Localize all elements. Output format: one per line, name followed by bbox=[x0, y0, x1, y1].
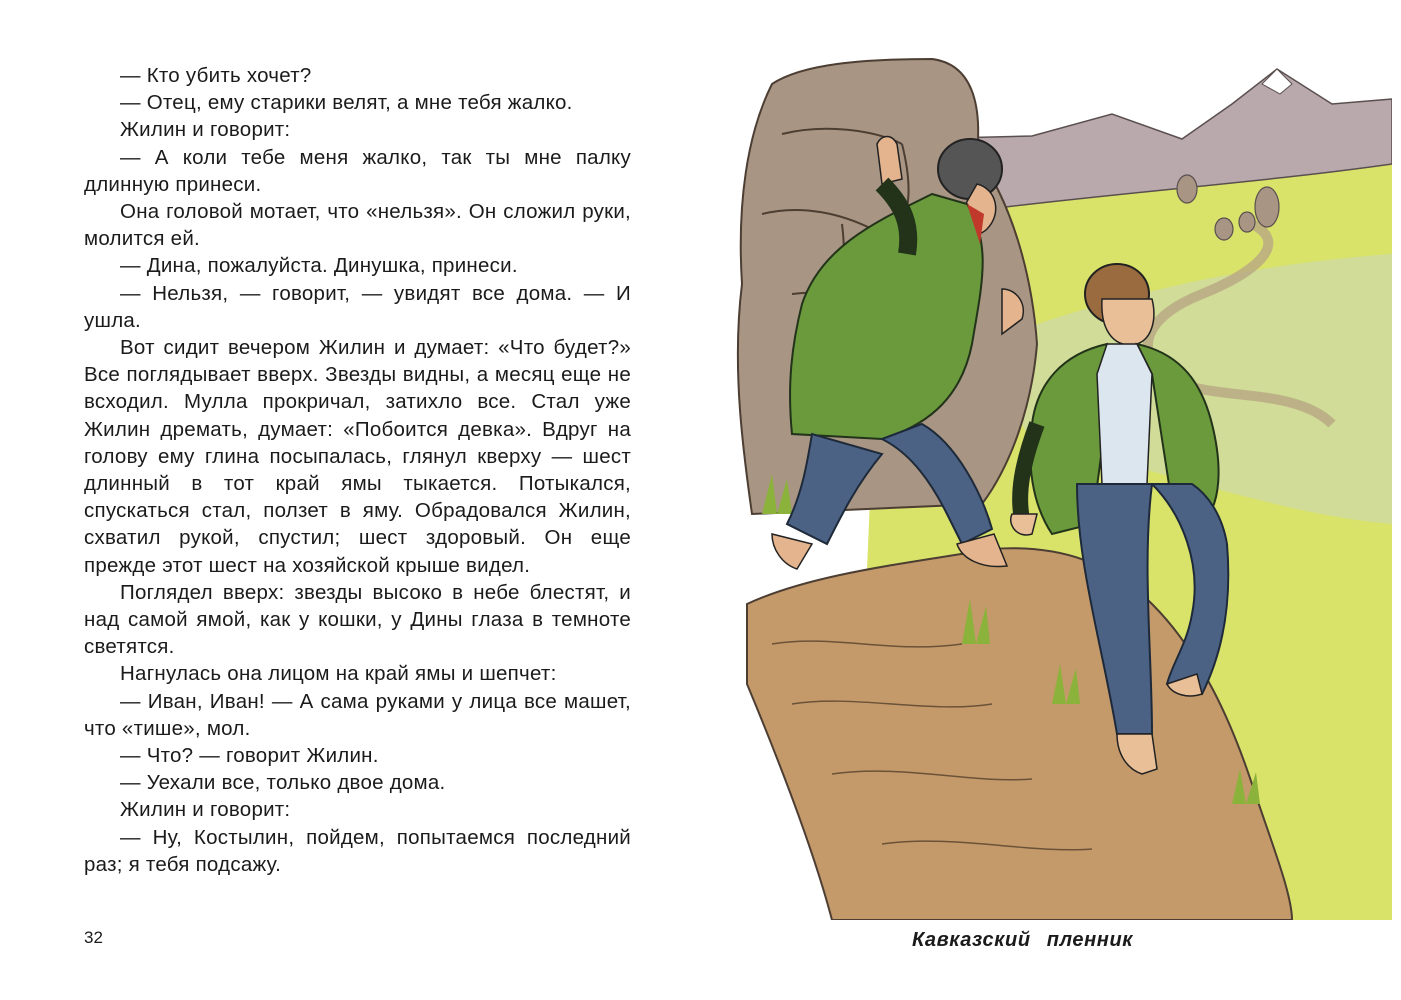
paragraph: — Иван, Иван! — А сама руками у лица все машет, что «тише», мол. bbox=[84, 689, 631, 740]
running-title: Кавказский пленник bbox=[912, 929, 1134, 951]
page-number: 32 bbox=[84, 928, 103, 947]
paragraph: Нагнулась она лицом на край ямы и шепчет: bbox=[120, 662, 557, 686]
paragraph: Поглядел вверх: звезды высоко в небе блестят, и над самой ямой, как у кошки, у Дины глаза в темноте светятся. bbox=[84, 580, 631, 659]
paragraph: — Уехали все, только двое дома. bbox=[120, 771, 446, 795]
paragraph: — Нельзя, — говорит, — увидят все дома. — И ушла. bbox=[84, 281, 631, 332]
paragraph: Жилин и говорит: bbox=[120, 118, 291, 142]
paragraph: — Кто убить хочет? bbox=[120, 64, 312, 87]
illustration bbox=[732, 44, 1392, 920]
paragraph: Жилин и говорит: bbox=[120, 798, 291, 822]
paragraph: — Ну, Костылин, пойдем, попытаемся последний раз; я тебя подсажу. bbox=[84, 825, 631, 876]
paragraph: Она головой мотает, что «нельзя». Он сложил руки, молится ей. bbox=[84, 200, 631, 251]
paragraph: — А коли тебе меня жалко, так ты мне палку длинную принеси. bbox=[84, 145, 631, 196]
paragraph: — Отец, ему старики велят, а мне тебя жалко. bbox=[120, 91, 573, 115]
paragraph: Вот сидит вечером Жилин и думает: «Что будет?» Все поглядывает вверх. Звезды видны, а месяц еще не всходил. Мулла прокричал, затихло все. Стал уже Жилин дремать, думает: «Побоится девка». Вдруг на голову ему глина посыпалась, глянул кверху — шест длинный в тот край ямы тыкается. Потыкался, спускаться стал, ползет в яму. Обрадовался Жилин, схватил рукой, спустил; шест здоровый. Он еще прежде этот шест на хозяйской крыше видел. bbox=[84, 336, 631, 577]
paragraph: — Дина, пожалуйста. Динушка, принеси. bbox=[120, 254, 518, 278]
text-column bbox=[84, 62, 631, 878]
paragraph: — Что? — говорит Жилин. bbox=[120, 744, 379, 768]
